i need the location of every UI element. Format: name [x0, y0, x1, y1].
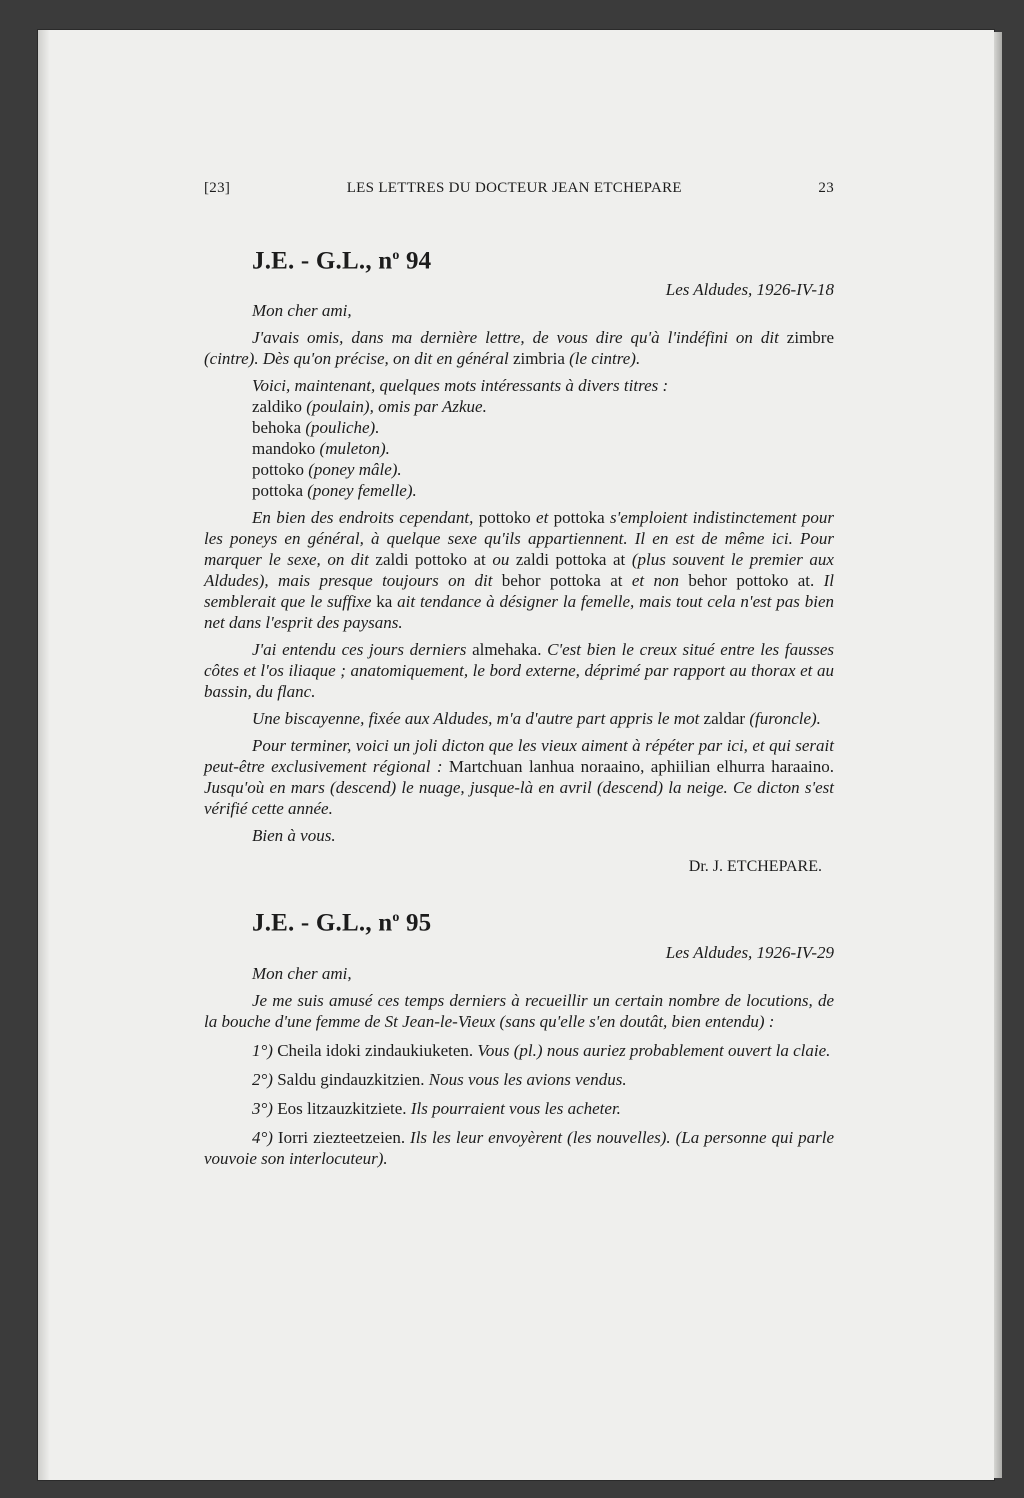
running-head-left: [23]	[204, 180, 231, 196]
text-run: J'avais omis, dans ma dernière lettre, de vous dire qu'à l'indéfini on dit	[252, 328, 787, 348]
text-run: (furoncle).	[745, 709, 821, 729]
basque-word: mandoko	[252, 439, 316, 459]
letter-94-signature: Dr. J. ETCHEPARE.	[688, 858, 822, 876]
text-run: almehaka.	[472, 640, 542, 660]
basque-word: pottoko	[252, 460, 304, 480]
text-run: zimbre	[786, 328, 834, 348]
text-run: pottoko	[478, 508, 531, 528]
running-head-title: LES LETTRES DU DOCTEUR JEAN ETCHEPARE	[346, 180, 682, 196]
letter-95-salutation: Mon cher ami,	[252, 963, 352, 983]
word-gloss: (pouliche).	[301, 418, 380, 438]
text-run: J'ai entendu ces jours derniers	[252, 640, 473, 660]
text-run: et	[530, 508, 554, 528]
word-entry	[252, 480, 834, 501]
word-entry	[252, 459, 834, 480]
locution-translation: Ils les leur envoyèrent (les nouvelles). (La personne qui parle vouvoie son interlocuteur).	[204, 1127, 835, 1168]
word-gloss: (poney mâle).	[303, 460, 402, 480]
locution-number: 1°)	[252, 1040, 278, 1060]
basque-word: behoka	[252, 418, 302, 438]
text-run: Martchuan lanhua noraaino, aphiilian elhurra haraaino.	[448, 757, 834, 777]
locution-translation: Vous (pl.) nous auriez probablement ouvert la claie.	[473, 1040, 831, 1060]
letter-94-paragraph-3	[204, 507, 834, 633]
letter-94-paragraph-1	[204, 327, 834, 369]
locution-number: 3°)	[252, 1098, 278, 1118]
letter-95-place-date: Les Aldudes, 1926-IV-29	[665, 942, 834, 962]
text-run: (le cintre).	[564, 349, 641, 369]
word-entry	[252, 396, 834, 417]
letter-95-heading: J.E. - G.L., $n^o$ 95	[252, 909, 432, 937]
letter-94-closing: Bien à vous.	[252, 826, 336, 846]
text-run: Il semblerait que le suffixe	[204, 571, 834, 612]
text-run: zaldi pottoka at	[515, 550, 626, 570]
text-run: (cintre). Dès qu'on précise, on dit en général	[204, 349, 513, 369]
text-run: (plus souvent le premier aux Aldudes), mais presque toujours on dit	[204, 550, 834, 591]
locution-item	[204, 1069, 834, 1090]
text-run: Jusqu'où en mars (descend) le nuage, jusque-là en avril (descend) la neige. Ce dicton s'est vérifié cette année.	[204, 778, 834, 819]
book-page	[38, 30, 994, 1480]
text-run: C'est bien le creux situé entre les fausses côtes et l'os iliaque ; anatomiquement, le bord externe, déprimé par rapport au thorax et au bassin, du flanc.	[204, 640, 834, 702]
text-run: behor pottoka at	[501, 571, 623, 591]
letter-95-locution-list	[204, 1040, 834, 1169]
locution-translation: Ils pourraient vous les acheter.	[406, 1098, 621, 1118]
text-run: zaldi pottoko at	[375, 550, 486, 570]
page-number: 23	[818, 180, 834, 196]
text-run: zimbria	[512, 349, 565, 369]
letter-95-paragraph-1: Je me suis amusé ces temps derniers à recueillir un certain nombre de locutions, de la bouche d'une femme de St Jean-le-Vieux (sans qu'elle s'en doutât, bien entendu) :	[204, 990, 834, 1031]
letter-94	[204, 245, 834, 877]
word-entry	[252, 438, 834, 459]
basque-word: pottoka	[252, 481, 303, 501]
locution-basque: Iorri ziezteetzeien.	[277, 1127, 406, 1147]
word-entry	[252, 417, 834, 438]
locution-item	[204, 1127, 834, 1169]
text-run: En bien des endroits cependant,	[252, 508, 479, 528]
locution-number: 2°)	[252, 1069, 278, 1089]
text-run: ka	[376, 592, 393, 612]
text-run: s'emploient indistinctement pour les poneys en général, à quelque sexe qu'ils appartiennent. Il en est de même ici. Pour marquer le sexe, on dit	[204, 508, 834, 570]
text-run: behor pottoko at.	[688, 571, 815, 591]
letter-95	[204, 907, 834, 1168]
text-run: ou	[485, 550, 516, 570]
text-run: zaldar	[703, 709, 746, 729]
letter-94-paragraph-6	[204, 735, 834, 819]
page-content	[204, 178, 834, 1169]
text-run: ait tendance à désigner la femelle, mais tout cela n'est pas bien net dans l'esprit des paysans.	[204, 592, 835, 633]
page-gutter-shadow	[38, 30, 50, 1480]
letter-94-salutation: Mon cher ami,	[252, 301, 352, 321]
locution-translation: Nous vous les avions vendus.	[424, 1069, 627, 1089]
word-gloss: (poulain), omis par Azkue.	[302, 397, 487, 417]
locution-number: 4°)	[252, 1127, 278, 1147]
letter-94-paragraph-2: Voici, maintenant, quelques mots intéressants à divers titres :	[252, 376, 669, 396]
word-gloss: (poney femelle).	[303, 481, 417, 501]
letter-94-paragraph-5	[204, 708, 834, 729]
running-head	[204, 178, 834, 199]
letter-94-paragraph-4	[204, 639, 834, 702]
locution-basque: Eos litzauzkitziete.	[277, 1098, 407, 1118]
page-edge	[994, 32, 1002, 1478]
basque-word: zaldiko	[252, 397, 303, 417]
word-gloss: (muleton).	[315, 439, 390, 459]
text-run: et non	[622, 571, 689, 591]
locution-basque: Cheila idoki zindaukiuketen.	[277, 1040, 474, 1060]
locution-item	[204, 1098, 834, 1119]
locution-item	[204, 1040, 834, 1061]
text-run: pottoka	[553, 508, 605, 528]
text-run: Une biscayenne, fixée aux Aldudes, m'a d'autre part appris le mot	[252, 709, 704, 729]
letter-94-word-list	[204, 396, 834, 501]
letter-94-place-date: Les Aldudes, 1926-IV-18	[665, 280, 834, 300]
locution-basque: Saldu gindauzkitzien.	[277, 1069, 425, 1089]
text-run: Pour terminer, voici un joli dicton que les vieux aiment à répéter par ici, et qui serait peut-être exclusivement régional :	[204, 736, 834, 777]
letter-94-heading: J.E. - G.L., $n^o$ 94	[252, 247, 432, 275]
